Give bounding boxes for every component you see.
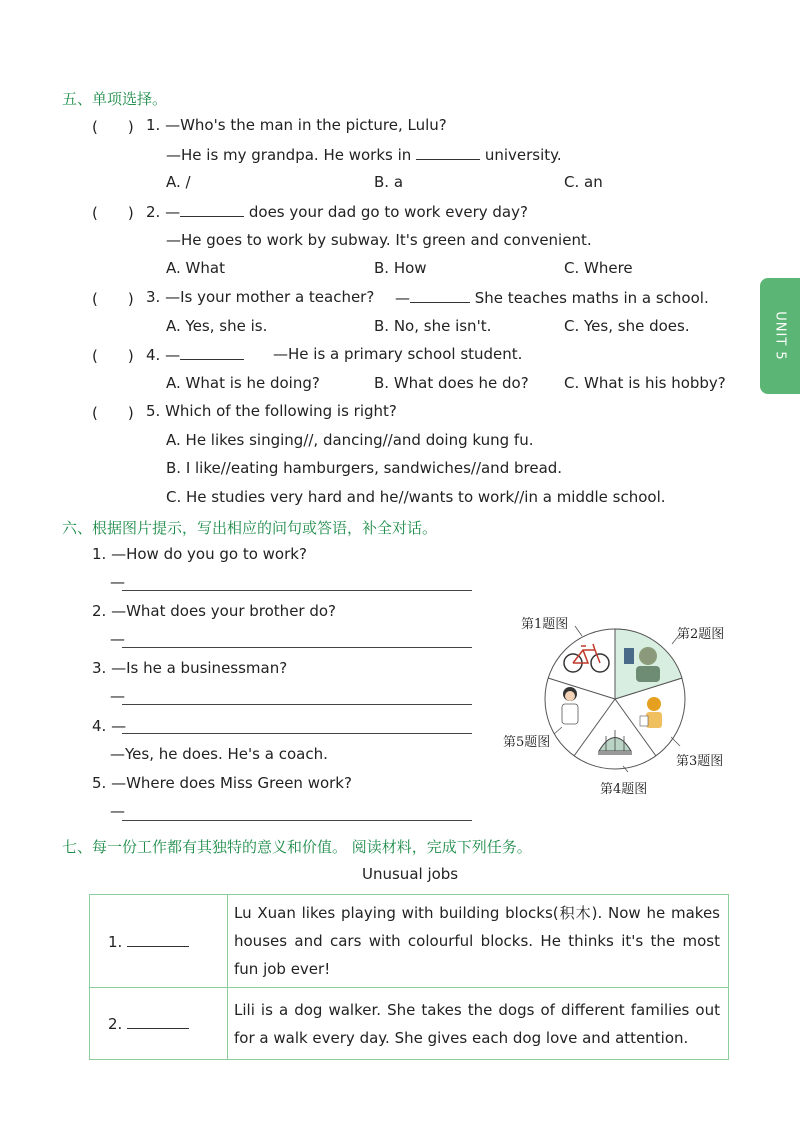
answer-paren-q2[interactable]: ( ) bbox=[92, 204, 134, 222]
question-text: does your dad go to work every day? bbox=[248, 203, 528, 221]
option-c[interactable]: C. What is his hobby? bbox=[564, 374, 726, 392]
option-b[interactable]: B. What does he do? bbox=[374, 374, 529, 392]
question-1 bbox=[146, 116, 447, 134]
s6-question-line-4[interactable] bbox=[122, 733, 472, 734]
s6-answer-dash: — bbox=[110, 687, 125, 705]
job-blank-cell-2[interactable] bbox=[90, 988, 228, 1060]
question-text: Which of the following is right? bbox=[165, 402, 397, 420]
s6-answer-dash: — bbox=[110, 630, 125, 648]
picture-label-3: 第3题图 bbox=[676, 754, 724, 769]
question-number: 2. bbox=[146, 203, 161, 221]
option-a[interactable]: A. What is he doing? bbox=[166, 374, 320, 392]
question-dash: — bbox=[165, 346, 181, 364]
job-description-1: Lu Xuan likes playing with building blocks(积木). Now he makes houses and cars with colourful blocks. He thinks it's the most fun job ever! bbox=[228, 895, 729, 988]
table-row bbox=[90, 895, 729, 988]
question-5 bbox=[146, 402, 397, 420]
option-c[interactable]: C. He studies very hard and he//wants to work//in a middle school. bbox=[166, 488, 666, 506]
question-3-answer bbox=[395, 288, 709, 307]
answer-paren-q5[interactable]: ( ) bbox=[92, 404, 134, 422]
blank-q1[interactable] bbox=[416, 145, 480, 160]
s6-answer-dash: — bbox=[110, 573, 125, 591]
question-text: —Who's the man in the picture, Lulu? bbox=[165, 116, 447, 134]
option-b[interactable]: B. I like//eating hamburgers, sandwiches//and bread. bbox=[166, 459, 563, 477]
s6-question-2: 2. —What does your brother do? bbox=[92, 602, 337, 620]
s6-question-4: 4. — bbox=[92, 717, 127, 735]
s6-answer-line-5[interactable] bbox=[122, 820, 472, 821]
question-2-response: —He goes to work by subway. It's green and convenient. bbox=[166, 231, 592, 249]
response-text: university. bbox=[484, 146, 562, 164]
section-7-title: 七、每一份工作都有其独特的意义和价值。 阅读材料，完成下列任务。 bbox=[62, 838, 532, 856]
option-a[interactable]: A. / bbox=[166, 173, 191, 191]
s6-question-5: 5. —Where does Miss Green work? bbox=[92, 774, 352, 792]
section-6-title: 六、根据图片提示，写出相应的问句或答语，补全对话。 bbox=[62, 519, 438, 537]
question-number: 5. bbox=[146, 402, 161, 420]
picture-label-4: 第4题图 bbox=[600, 782, 648, 797]
picture-label-1: 第1题图 bbox=[521, 617, 569, 632]
question-dash: — bbox=[395, 289, 410, 307]
option-b[interactable]: B. How bbox=[374, 259, 427, 277]
question-text: She teaches maths in a school. bbox=[474, 289, 709, 307]
table-title: Unusual jobs bbox=[362, 865, 459, 883]
s6-answer-line-3[interactable] bbox=[122, 704, 472, 705]
picture-label-5: 第5题图 bbox=[503, 735, 551, 750]
job-blank-2[interactable] bbox=[127, 1014, 189, 1029]
nurse-icon bbox=[562, 687, 578, 724]
question-3 bbox=[146, 288, 374, 306]
job-description-2: Lili is a dog walker. She takes the dogs of different families out for a walk every day. She gives each dog love and attention. bbox=[228, 988, 729, 1060]
question-dash: — bbox=[165, 203, 181, 221]
s6-question-3: 3. —Is he a businessman? bbox=[92, 659, 288, 677]
blank-q4[interactable] bbox=[180, 345, 244, 360]
question-number: 3. bbox=[146, 288, 161, 306]
row-number: 2. bbox=[108, 1015, 123, 1033]
table-row bbox=[90, 988, 729, 1060]
response-text: —He is my grandpa. He works in bbox=[166, 146, 412, 164]
option-c[interactable]: C. Where bbox=[564, 259, 633, 277]
option-a[interactable]: A. Yes, she is. bbox=[166, 317, 268, 335]
question-1-response bbox=[166, 145, 562, 164]
question-number: 4. bbox=[146, 346, 161, 364]
option-c[interactable]: C. Yes, she does. bbox=[564, 317, 690, 335]
option-b[interactable]: B. No, she isn't. bbox=[374, 317, 492, 335]
s6-answer-line-2[interactable] bbox=[122, 647, 472, 648]
s6-question-1: 1. —How do you go to work? bbox=[92, 545, 307, 563]
row-number: 1. bbox=[108, 932, 123, 951]
option-a[interactable]: A. What bbox=[166, 259, 225, 277]
job-blank-cell-1[interactable] bbox=[90, 895, 228, 988]
question-number: 1. bbox=[146, 116, 161, 134]
answer-paren-q1[interactable]: ( ) bbox=[92, 118, 134, 136]
question-4-text: —He is a primary school student. bbox=[273, 345, 523, 363]
question-4 bbox=[146, 345, 244, 364]
blank-q2[interactable] bbox=[180, 202, 244, 217]
s6-answer-line-1[interactable] bbox=[122, 590, 472, 591]
job-blank-1[interactable] bbox=[127, 932, 189, 947]
s6-answer-4: —Yes, he does. He's a coach. bbox=[110, 745, 328, 763]
jobs-table bbox=[89, 894, 729, 1060]
option-c[interactable]: C. an bbox=[564, 173, 603, 191]
question-2 bbox=[146, 202, 528, 221]
question-text: —Is your mother a teacher? bbox=[165, 288, 375, 306]
option-b[interactable]: B. a bbox=[374, 173, 404, 191]
unit-tab bbox=[760, 278, 800, 394]
blank-q3[interactable] bbox=[410, 288, 470, 303]
answer-paren-q4[interactable]: ( ) bbox=[92, 347, 134, 365]
answer-paren-q3[interactable]: ( ) bbox=[92, 290, 134, 308]
picture-label-2: 第2题图 bbox=[677, 627, 725, 642]
unit-tab-label: UNIT 5 bbox=[772, 311, 788, 361]
option-a[interactable]: A. He likes singing//, dancing//and doing kung fu. bbox=[166, 431, 534, 449]
s6-answer-dash: — bbox=[110, 802, 125, 820]
section-5-title: 五、单项选择。 bbox=[62, 90, 168, 108]
